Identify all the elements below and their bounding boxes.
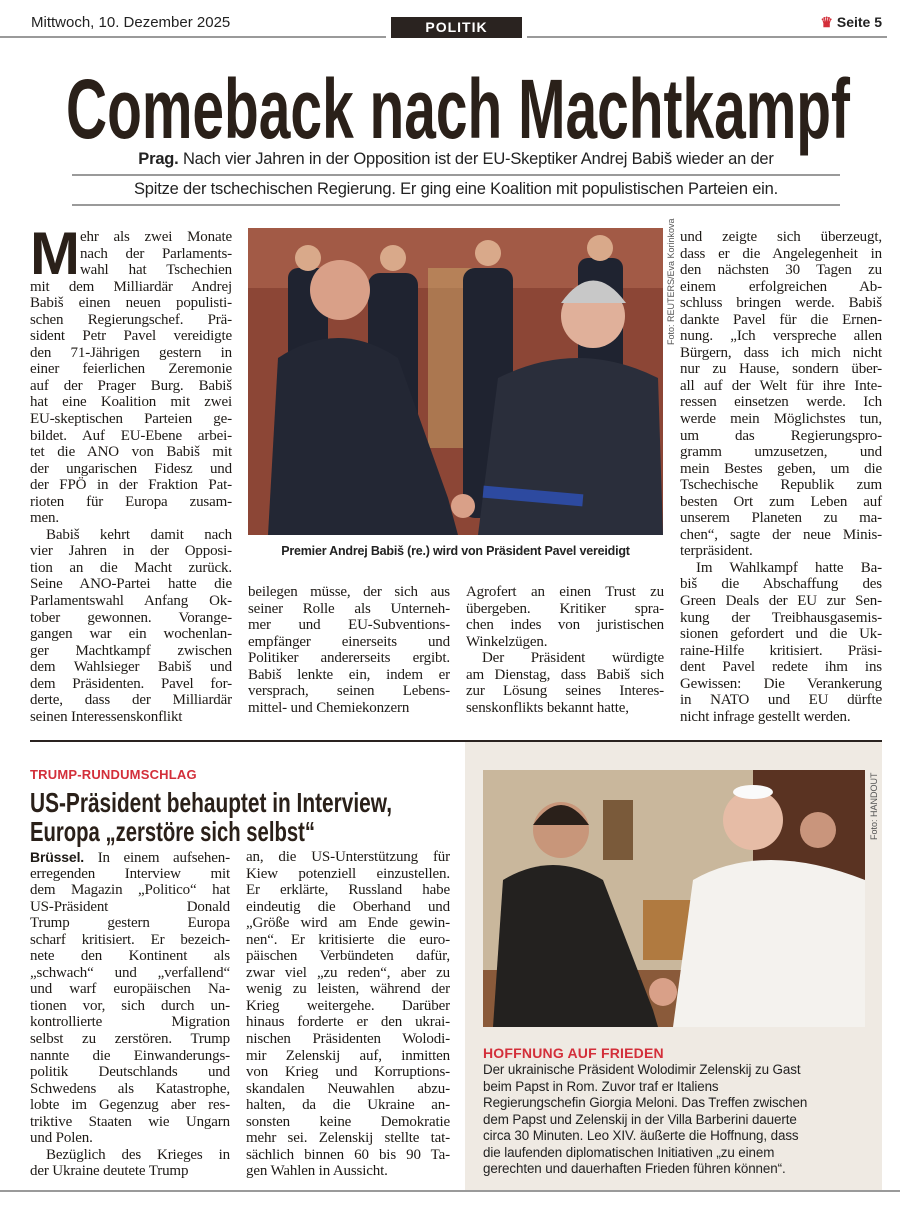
text-line: besten Ort zum Leben auf bbox=[680, 493, 882, 510]
text-line: dem Präsidenten. Pavel for- bbox=[30, 675, 232, 692]
section-label: POLITIK bbox=[391, 17, 522, 38]
text-line: nen“. Er kritisierte die euro- bbox=[246, 931, 450, 948]
second-article-column-2 bbox=[246, 849, 450, 1180]
text-line: Im Wahlkampf hatte Ba- bbox=[696, 559, 882, 576]
text-line: schen Regierungschef. Prä- bbox=[30, 311, 232, 328]
text-line: nannte die Einwanderungs- bbox=[30, 1047, 230, 1064]
text-line: lobte im Gegenzug aber res- bbox=[30, 1097, 230, 1114]
text-line bbox=[30, 849, 230, 866]
text-line: dankte Pavel für die Ernen- bbox=[680, 311, 882, 328]
second-article-column-1 bbox=[30, 849, 230, 1180]
text-line: Kiew potenziell einzustellen. bbox=[246, 865, 450, 882]
lead-paragraph bbox=[72, 146, 840, 206]
text-line: triktive Staaten wie Ungarn bbox=[30, 1113, 230, 1130]
text-line: hinaus forderte er den ukrai- bbox=[246, 1014, 450, 1031]
text-line: unserem Planeten zu ma- bbox=[680, 510, 882, 527]
text-line: hat eine Koalition mit zwei bbox=[30, 394, 232, 411]
text-line: senskonflikts bekannt hatte, bbox=[466, 699, 629, 716]
second-headline-line-1: US-Präsident behauptet in Interview, bbox=[30, 787, 392, 818]
text-line: Babiš lenkte ein, indem er bbox=[248, 666, 450, 683]
lead-line-1 bbox=[72, 146, 840, 176]
text-line: Babiš einen neuen populisti- bbox=[30, 295, 232, 312]
text-line: wenig zu leisten, während der bbox=[246, 981, 450, 998]
text-line: dem Magazin „Politico“ hat bbox=[30, 882, 230, 899]
text-line: der ungarischen Fidesz und bbox=[30, 460, 232, 477]
text-line: Green Deals der EU zur Sen- bbox=[680, 593, 882, 610]
text-line: scharf kritisiert. Er bezeich- bbox=[30, 931, 230, 948]
main-article-column-2 bbox=[248, 584, 450, 716]
text-line: der FPÖ in der Fraktion Pat- bbox=[30, 477, 232, 494]
text-line: um das Regierungspro- bbox=[680, 427, 882, 444]
text-line: sächlich binnen 60 bis 90 Ta- bbox=[246, 1146, 450, 1163]
text-line: den nächsten 30 Tagen zu bbox=[680, 262, 882, 279]
main-article-column-1 bbox=[30, 220, 232, 725]
text-line: am Dienstag, dass Babiš sich bbox=[466, 666, 664, 683]
text-line: gangen war ein wochenlan- bbox=[30, 626, 232, 643]
text-line: sonsten keine Demokratie bbox=[246, 1113, 450, 1130]
main-photo bbox=[248, 228, 663, 535]
text-line: empfänger einerseits und bbox=[248, 633, 450, 650]
text-line: zur Lösung seines Interes- bbox=[466, 683, 664, 700]
text-line: tet die ANO von Babiš mit bbox=[30, 444, 232, 461]
text-line: seinen Interessenskonflikt bbox=[30, 708, 183, 725]
caption-line: dem Papst und Zelenskij in der Villa Barberini dauerte bbox=[483, 1111, 797, 1127]
text-line: von Krieg und Korruptions- bbox=[246, 1064, 450, 1081]
text-line: gen Wahlen in Aussicht. bbox=[246, 1163, 388, 1180]
text-line: nach der Parlaments- bbox=[80, 245, 232, 262]
text-line: EU-skeptischen Parteien ge- bbox=[30, 411, 232, 428]
main-headline-svg bbox=[66, 62, 851, 156]
text-line: päischen Verbündeten dafür, bbox=[246, 948, 450, 965]
text-line: politik Deutschlands und bbox=[30, 1064, 230, 1081]
text-line: erregenden Interview mit bbox=[30, 865, 230, 882]
text-line: mit dem Milliardär Andrej bbox=[30, 278, 232, 295]
text-line: rioten für Europa zusam- bbox=[30, 493, 232, 510]
text-line: nung. „Ich verspreche allen bbox=[680, 328, 882, 345]
text-line: Babiš kehrt damit nach bbox=[46, 526, 232, 543]
text-line: sionen gefordert und die Uk- bbox=[680, 626, 882, 643]
header-rule-left bbox=[0, 36, 386, 38]
text-line: dent Pavel redete ihm ins bbox=[680, 659, 882, 676]
text-line: den 71-Jährigen gestern in bbox=[30, 344, 232, 361]
text-line: ger Machtkampf zwischen bbox=[30, 642, 232, 659]
page-number: Seite 5 bbox=[836, 14, 882, 30]
text-line: und zeigte sich überzeugt, bbox=[680, 229, 882, 245]
text-line: ressen einsetzen werde. Ich bbox=[680, 394, 882, 411]
lead-location: Prag. bbox=[138, 150, 179, 168]
text-line: bildet. Auf EU-Ebene arbei- bbox=[30, 427, 232, 444]
text-line: nicht infrage gestellt werden. bbox=[680, 708, 851, 725]
text-line: beilegen müsse, der sich aus bbox=[248, 584, 450, 600]
main-headline-text: Comeback nach Machtkampf bbox=[66, 62, 851, 156]
caption-line: die laufenden diplomatischen Initiativen „zu einem bbox=[483, 1144, 775, 1160]
text-line: werde mein Möglichstes tun, bbox=[680, 411, 882, 428]
text-line: Parlamentswahl Anfang Ok- bbox=[30, 593, 232, 610]
text-line: Bürgern, dass ich mich nicht bbox=[680, 344, 882, 361]
second-article-location: Brüssel. bbox=[30, 849, 85, 865]
text-line: raine-Hilfe kritisiert. Präsi- bbox=[680, 642, 882, 659]
text-line: halten, da die Ukraine an- bbox=[246, 1097, 450, 1114]
text-line: gramm umzusetzen, und bbox=[680, 444, 882, 461]
bottom-rule bbox=[0, 1190, 900, 1192]
text-line: einer feierlichen Zeremonie bbox=[30, 361, 232, 378]
text-line: mer und EU-Subventions- bbox=[248, 617, 450, 634]
text-line: selbst zu zerstören. Trump bbox=[30, 1031, 230, 1048]
text-line: Er erklärte, Russland habe bbox=[246, 882, 450, 899]
text-line: skandalen Neuwahlen abzu- bbox=[246, 1080, 450, 1097]
text-line: tionen vor, sich durch un- bbox=[30, 997, 230, 1014]
main-headline bbox=[66, 62, 851, 156]
text-line: mehr sei. Zelenskij stellte tat- bbox=[246, 1130, 450, 1147]
drop-cap: M bbox=[30, 220, 80, 287]
text-line: tober gewonnen. Vorange- bbox=[30, 609, 232, 626]
text-line: Agrofert an einen Trust zu bbox=[466, 584, 664, 600]
text-line: einem erfolgreichen Ab- bbox=[680, 278, 882, 295]
pope-photo bbox=[483, 770, 865, 1027]
text-line: versprach, seinen Lebens- bbox=[248, 683, 450, 700]
crown-icon: ♛ bbox=[820, 14, 833, 30]
text-line: chen indes von juristischen bbox=[466, 617, 664, 634]
text-line: zwar viel „zu reden“, aber zu bbox=[246, 964, 450, 981]
text-line-rest: In einem aufsehen- bbox=[84, 850, 230, 866]
text-line: mittel- und Chemiekonzern bbox=[248, 699, 410, 716]
header-rule-right bbox=[527, 36, 887, 38]
text-line: men. bbox=[30, 510, 59, 527]
issue-date: Mittwoch, 10. Dezember 2025 bbox=[31, 14, 231, 31]
box-photo-credit: Foto: HANDOUT bbox=[869, 772, 879, 840]
text-line: Schwedens als Katastrophe, bbox=[30, 1080, 230, 1097]
text-line: biš die Abschaffung des bbox=[680, 576, 882, 593]
text-line: wahl hat Tschechien bbox=[80, 262, 232, 279]
main-photo-credit: Foto: REUTERS/Eva Korinkova bbox=[666, 218, 676, 345]
text-line: dem Wahlsieger Babiš und bbox=[30, 659, 232, 676]
text-line: vier Jahren in der Opposi- bbox=[30, 543, 232, 560]
text-line: Krieg weitergehe. Darüber bbox=[246, 997, 450, 1014]
text-line: in NATO und EU dürfte bbox=[680, 692, 882, 709]
second-article-kicker: TRUMP-RUNDUMSCHLAG bbox=[30, 767, 197, 782]
second-headline-svg bbox=[30, 788, 450, 846]
text-line: der Ukraine deutete Trump bbox=[30, 1163, 189, 1180]
text-line: chen“, sagte der neue Minis- bbox=[680, 526, 882, 543]
second-article-headline bbox=[30, 788, 450, 846]
text-line: Trump gestern Europa bbox=[30, 915, 230, 932]
text-line: an, die US-Unterstützung für bbox=[246, 849, 450, 865]
text-line: nur zu Hause, sondern über- bbox=[680, 361, 882, 378]
text-line: kung der Treibhausgasemis- bbox=[680, 609, 882, 626]
text-line: auf der Prager Burg. Babiš bbox=[30, 377, 232, 394]
photo-box-caption bbox=[483, 1062, 873, 1178]
text-line: dass er die Angelegenheit in bbox=[680, 245, 882, 262]
caption-line: beim Papst in Rom. Zuvor traf er Italiens bbox=[483, 1078, 719, 1094]
text-line: tion an die Macht zurück. bbox=[30, 559, 232, 576]
text-line: Tschechische Republik zum bbox=[680, 477, 882, 494]
text-line: all auf der Welt für ihre Inte- bbox=[680, 377, 882, 394]
text-line: „schwach“ und „verfallend“ bbox=[30, 964, 230, 981]
text-line: eindeutig die Oberhand und bbox=[246, 898, 450, 915]
text-line: Seine ANO-Partei hatte die bbox=[30, 576, 232, 593]
text-line: und warf europäischen Na- bbox=[30, 981, 230, 998]
text-line: mein Bestes geben, um die bbox=[680, 460, 882, 477]
text-line: nete den Kontinent als bbox=[30, 948, 230, 965]
pope-zelenskij-photo-illustration bbox=[483, 770, 865, 1027]
page-number-wrap bbox=[820, 14, 882, 31]
text-line: derte, dass der Milliardär bbox=[30, 692, 232, 709]
main-article-column-3 bbox=[466, 584, 664, 716]
text-line: übergeben. Kritiker spra- bbox=[466, 600, 664, 617]
text-line: Der Präsident würdigte bbox=[482, 650, 664, 667]
text-line: ehr als zwei Monate bbox=[80, 229, 232, 245]
text-line: nischen Präsidenten Wolodi- bbox=[246, 1031, 450, 1048]
lead-text-1: Nach vier Jahren in der Opposition ist der EU-Skeptiker Andrej Babiš wieder an der bbox=[178, 150, 774, 168]
main-photo-caption: Premier Andrej Babiš (re.) wird von Präsident Pavel vereidigt bbox=[281, 544, 630, 558]
text-line: Bezüglich des Krieges in bbox=[46, 1146, 230, 1163]
text-line: Gewissen: Die Verankerung bbox=[680, 675, 882, 692]
text-line: Politiker andererseits ergibt. bbox=[248, 650, 450, 667]
caption-line: Der ukrainische Präsident Wolodimir Zelenskij zu Gast bbox=[483, 1062, 801, 1077]
caption-line: gerechten und dauerhaften Frieden führen können“. bbox=[483, 1161, 786, 1176]
main-article-column-4 bbox=[680, 229, 882, 725]
photo-box-kicker: HOFFNUNG AUF FRIEDEN bbox=[483, 1045, 664, 1061]
handshake-photo-illustration bbox=[248, 228, 663, 535]
text-line: seiner Rolle als Unterneh- bbox=[248, 600, 450, 617]
caption-line: circa 30 Minuten. Leo XIV. äußerte die Hoffnung, dass bbox=[483, 1128, 799, 1143]
text-line: mir Zelenskij auf, inmitten bbox=[246, 1047, 450, 1064]
text-line: schluss bringen werde. Babiš bbox=[680, 295, 882, 312]
text-line: sident Petr Pavel vereidigte bbox=[30, 328, 232, 345]
text-line: Winkelzügen. bbox=[466, 633, 548, 650]
text-line: terpräsident. bbox=[680, 543, 753, 560]
lead-line-2: Spitze der tschechischen Regierung. Er ging eine Koalition mit populistischen Parteien ein. bbox=[72, 176, 840, 206]
text-line: und Polen. bbox=[30, 1130, 93, 1147]
caption-line: Regierungschefin Giorgia Meloni. Das Treffen zwischen bbox=[483, 1095, 808, 1110]
text-line: kontrollierte Migration bbox=[30, 1014, 230, 1031]
second-headline-line-2: Europa „zerstöre sich selbst“ bbox=[30, 816, 315, 847]
text-line: US-Präsident Donald bbox=[30, 898, 230, 915]
text-line: „Größe wird am Ende gewin- bbox=[246, 915, 450, 932]
